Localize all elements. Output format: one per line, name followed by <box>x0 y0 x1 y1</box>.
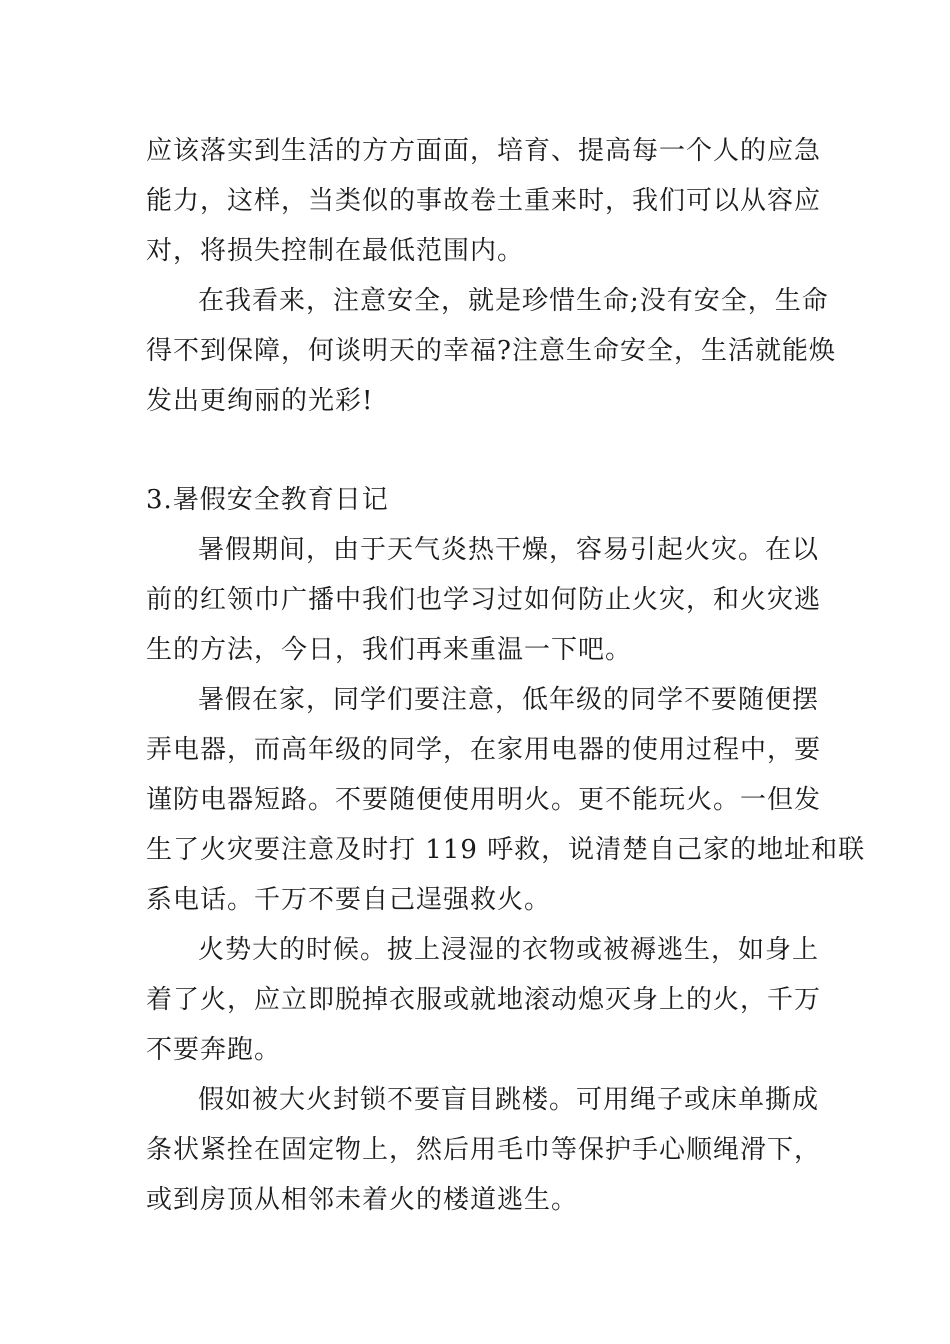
paragraph-line: 发出更绚丽的光彩! <box>146 386 374 416</box>
section-heading: 3.暑假安全教育日记 <box>146 485 389 515</box>
paragraph-line: 火势大的时候。披上浸湿的衣物或被褥逃生，如身上 <box>198 935 820 965</box>
paragraph-line: 或到房顶从相邻未着火的楼道逃生。 <box>146 1185 579 1215</box>
paragraph-line: 得不到保障，何谈明天的幸福?注意生命安全，生活就能焕 <box>146 336 836 366</box>
paragraph-line: 前的红领巾广播中我们也学习过如何防止火灾，和火灾逃 <box>146 585 822 615</box>
paragraph-line: 在我看来，注意安全，就是珍惜生命;没有安全，生命 <box>198 286 829 316</box>
paragraph-line: 生的方法，今日，我们再来重温一下吧。 <box>146 635 633 665</box>
paragraph-line: 应该落实到生活的方方面面，培育、提高每一个人的应急 <box>146 136 822 166</box>
paragraph-line: 不要奔跑。 <box>146 1035 282 1065</box>
paragraph-line: 谨防电器短路。不要随便使用明火。更不能玩火。一但发 <box>146 785 822 815</box>
paragraph-line: 假如被大火封锁不要盲目跳楼。可用绳子或床单撕成 <box>198 1085 820 1115</box>
paragraph-line: 弄电器，而高年级的同学，在家用电器的使用过程中，要 <box>146 735 822 765</box>
paragraph-line: 能力，这样，当类似的事故卷土重来时，我们可以从容应 <box>146 186 822 216</box>
paragraph-line: 生了火灾要注意及时打 119 呼救，说清楚自己家的地址和联 <box>146 835 866 865</box>
paragraph-line: 对，将损失控制在最低范围内。 <box>146 236 525 266</box>
paragraph-line: 系电话。千万不要自己逞强救火。 <box>146 885 552 915</box>
paragraph-line: 着了火，应立即脱掉衣服或就地滚动熄灭身上的火，千万 <box>146 985 822 1015</box>
paragraph-line: 暑假在家，同学们要注意，低年级的同学不要随便摆 <box>198 685 820 715</box>
paragraph-line: 条状紧拴在固定物上，然后用毛巾等保护手心顺绳滑下， <box>146 1135 822 1165</box>
paragraph-line: 暑假期间，由于天气炎热干燥，容易引起火灾。在以 <box>198 535 820 565</box>
